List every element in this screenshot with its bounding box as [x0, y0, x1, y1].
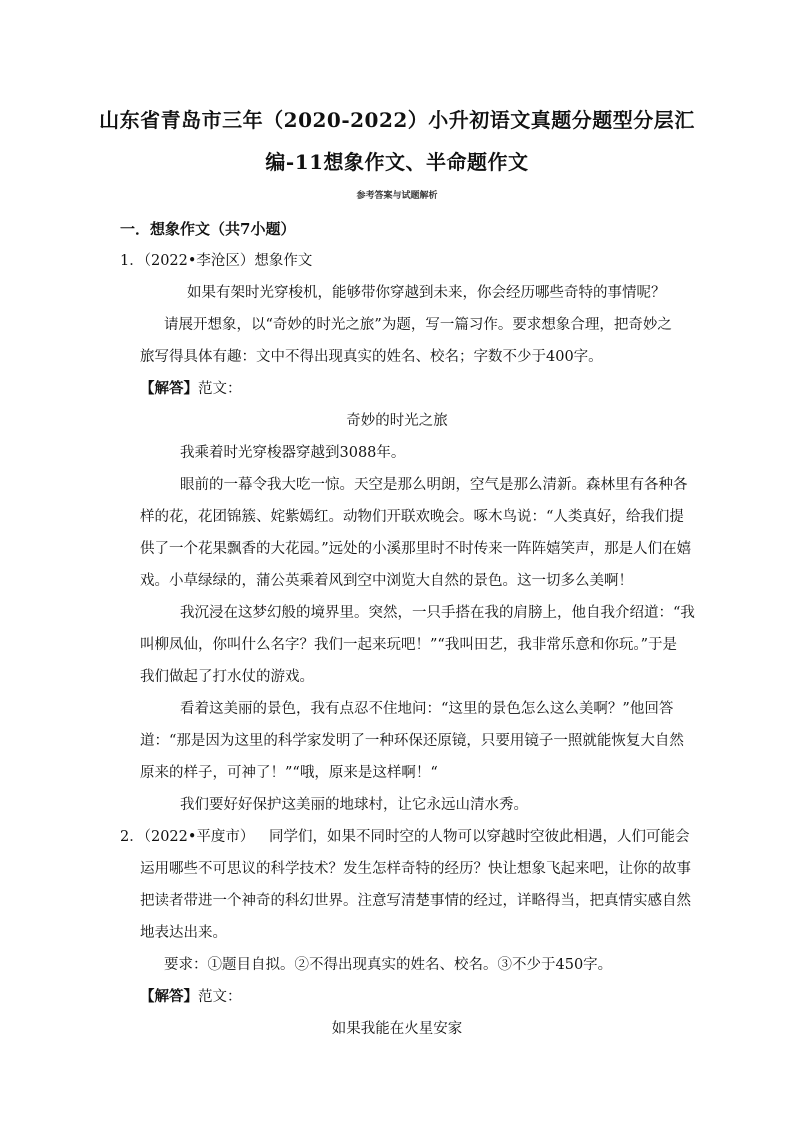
question-2-answer-line: [140, 985, 242, 1006]
answer-label: 范文：: [198, 989, 242, 1005]
answer-bracket: 【解答】: [140, 988, 198, 1005]
essay-1-line: 道：“那是因为这里的科学家发明了一种环保还原镜，只要用镜子一照就能恢复大自然: [140, 733, 684, 749]
essay-1-line: 我们做起了打水仗的游戏。: [140, 669, 314, 685]
essay-1-line: 样的花，花团锦簇、姹紫嫣红。动物们开联欢晚会。啄木鸟说：“人类真好，给我们提: [140, 509, 684, 525]
question-2-prompt-line: 地表达出来。: [140, 925, 227, 941]
document-title-line2: 编-11想象作文、半命题作文: [265, 150, 529, 174]
question-1-prompt-line: 请展开想象，以“奇妙的时光之旅”为题，写一篇习作。要求想象合理，把奇妙之: [164, 317, 672, 333]
question-2-prompt-line: 把读者带进一个神奇的科幻世界。注意写清楚事情的经过，详略得当，把真情实感自然: [140, 893, 691, 909]
essay-1-line: 我沉浸在这梦幻般的境界里。突然，一只手搭在我的肩膀上，他自我介绍道：“我: [180, 605, 695, 621]
question-2-prompt-line: 运用哪些不可思议的科学技术？发生怎样奇特的经历？快让想象飞起来吧，让你的故事: [140, 861, 691, 877]
question-2-label: 2．（2022•平度市）: [120, 829, 255, 845]
essay-1-line: 看着这美丽的景色，我有点忍不住地问：“这里的景色怎么这么美啊？”他回答: [180, 701, 674, 717]
question-1-label: 1．（2022•李沧区）想象作文: [120, 253, 313, 269]
question-1-prompt-line: 如果有架时光穿梭机，能够带你穿越到未来，你会经历哪些奇特的事情呢？: [187, 285, 666, 301]
question-1-answer-line: [140, 377, 242, 398]
document-title-line1: 山东省青岛市三年（2020-2022）小升初语文真题分题型分层汇: [99, 108, 695, 132]
essay-1-line: 我们要好好保护这美丽的地球村，让它永远山清水秀。: [180, 797, 528, 813]
document-subtitle: 参考答案与试题解析: [356, 191, 438, 201]
essay-1-line: 我乘着时光穿梭器穿越到3088年。: [180, 445, 406, 461]
essay-1-line: 眼前的一幕令我大吃一惊。天空是那么明朗，空气是那么清新。森林里有各种各: [180, 477, 688, 493]
question-1-prompt-line: 旅写得具体有趣：文中不得出现真实的姓名、校名；字数不少于400字。: [140, 349, 603, 365]
answer-label: 范文：: [198, 381, 242, 397]
essay-1-line: 原来的样子，可神了！”“哦，原来是这样啊！“: [140, 765, 438, 781]
essay-1-line: 戏。小草绿绿的，蒲公英乘着风到空中浏览大自然的景色。这一切多么美啊！: [140, 573, 633, 589]
essay-1-title: 奇妙的时光之旅: [346, 413, 448, 429]
question-2-prompt-line: 同学们，如果不同时空的人物可以穿越时空彼此相遇，人们可能会: [269, 829, 690, 845]
essay-1-line: 叫柳凤仙，你叫什么名字？我们一起来玩吧！”“我叫田艺，我非常乐意和你玩。”于是: [140, 637, 677, 653]
essay-1-line: 供了一个花果飘香的大花园。”远处的小溪那里时不时传来一阵阵嬉笑声，那是人们在嬉: [140, 541, 692, 557]
essay-2-title: 如果我能在火星安家: [331, 1021, 463, 1037]
section-heading: 一．想象作文（共7小题）: [120, 220, 296, 238]
question-2-requirements: 要求：①题目自拟。②不得出现真实的姓名、校名。③不少于450字。: [164, 957, 613, 973]
answer-bracket: 【解答】: [140, 380, 198, 397]
